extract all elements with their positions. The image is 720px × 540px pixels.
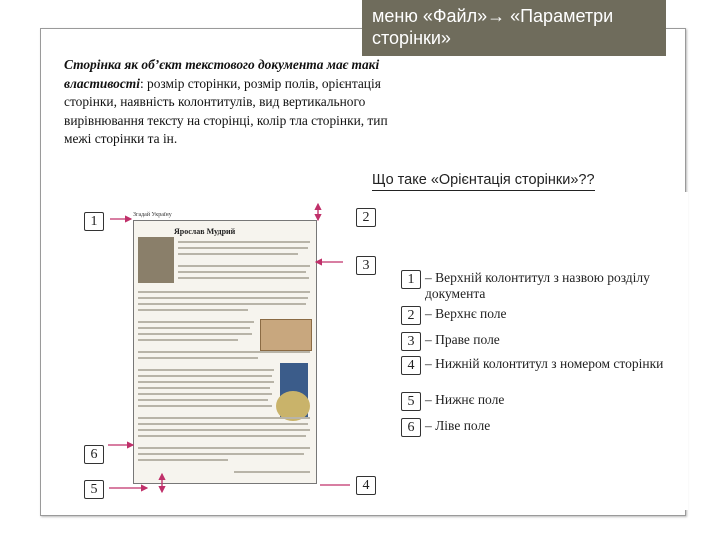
text-line <box>138 291 310 293</box>
text-line <box>138 447 310 449</box>
callout-6: 6 <box>84 445 104 464</box>
callout-2: 2 <box>356 208 376 227</box>
text-line <box>178 241 310 243</box>
callout-1: 1 <box>84 212 104 231</box>
text-line <box>138 417 310 419</box>
text-line <box>138 351 310 353</box>
banknote-image <box>260 319 312 351</box>
intro-rest: : розмір сторінки, розмір полів, орієнтація сторінки, наявність колонтитулів, вид вертикального вирівнювання тексту на сторінці, колір тла сторінки, тип межі сторінки та ін. <box>64 75 388 146</box>
portrait-image <box>138 237 174 283</box>
legend-text: – Нижній колонтитул з номером сторінки <box>425 356 664 371</box>
callout-5: 5 <box>84 480 104 499</box>
legend-num: 2 <box>401 306 421 325</box>
legend-num: 4 <box>401 356 421 375</box>
text-line <box>138 375 272 377</box>
legend-text: – Ліве поле <box>425 418 491 433</box>
question-text: Що таке «Орієнтація сторінки»?? <box>372 170 595 191</box>
legend-num: 6 <box>401 418 421 437</box>
legend-text: – Верхнє поле <box>425 306 507 321</box>
document-page-mockup <box>133 220 317 484</box>
text-line <box>178 253 298 255</box>
text-line <box>138 357 258 359</box>
callout-3: 3 <box>356 256 376 275</box>
text-line <box>138 387 270 389</box>
text-line <box>138 303 306 305</box>
text-line <box>178 271 306 273</box>
text-line <box>138 321 254 323</box>
text-line <box>138 393 272 395</box>
intro-paragraph <box>64 56 394 149</box>
text-line <box>138 327 250 329</box>
page-header-text: Згадай Україну <box>133 212 172 218</box>
text-line <box>138 453 304 455</box>
text-line <box>178 247 308 249</box>
text-line <box>138 429 310 431</box>
text-line <box>138 333 252 335</box>
text-line <box>138 309 248 311</box>
legend-num: 3 <box>401 332 421 351</box>
text-line <box>138 297 308 299</box>
text-line <box>138 399 268 401</box>
text-line <box>178 265 310 267</box>
text-line <box>138 381 274 383</box>
text-line <box>138 339 238 341</box>
legend-text: – Нижнє поле <box>425 392 505 407</box>
page-mock-title: Ярослав Мудрий <box>174 227 236 236</box>
footer-line <box>234 471 310 473</box>
legend-num: 1 <box>401 270 421 289</box>
text-line <box>138 405 272 407</box>
callout-4: 4 <box>356 476 376 495</box>
legend-text: – Праве поле <box>425 332 500 347</box>
text-line <box>138 369 274 371</box>
intro-term: Сторінка як об’єкт текстового документа має такі властивості <box>64 57 380 91</box>
text-line <box>138 423 308 425</box>
legend-text: – Верхній колонтитул з назвою розділу документа <box>425 270 650 301</box>
slide-title-banner: меню «Файл»→ «Параметри сторінки» <box>362 0 666 56</box>
text-line <box>138 459 228 461</box>
legend-num: 5 <box>401 392 421 411</box>
text-line <box>138 435 306 437</box>
text-line <box>178 277 309 279</box>
